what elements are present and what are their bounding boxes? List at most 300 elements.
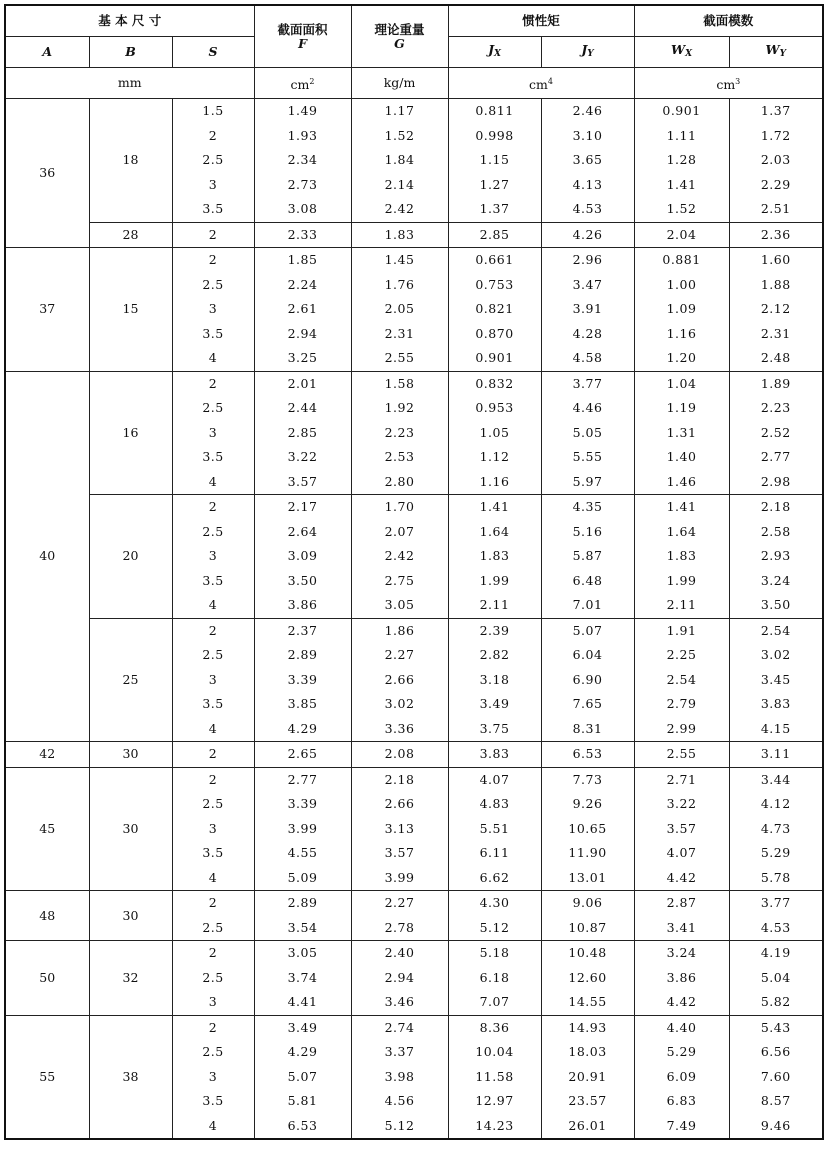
jy-cell: 7.65 — [541, 692, 634, 717]
s-cell: 2.5 — [172, 916, 254, 941]
s-cell: 3.5 — [172, 197, 254, 222]
b-cell: 30 — [89, 891, 172, 941]
wy-cell: 3.77 — [729, 891, 823, 916]
table-row — [5, 222, 823, 248]
f-cell: 6.53 — [254, 1114, 351, 1140]
wx-cell: 1.16 — [634, 322, 729, 347]
header-col-wy: $W_Y$ — [729, 37, 823, 68]
wy-cell: 1.37 — [729, 99, 823, 124]
wx-cell: 2.99 — [634, 717, 729, 742]
wx-cell: 4.07 — [634, 841, 729, 866]
jy-cell: 5.07 — [541, 618, 634, 643]
s-cell: 3 — [172, 544, 254, 569]
b-cell: 30 — [89, 767, 172, 891]
f-cell: 2.24 — [254, 273, 351, 298]
g-cell: 1.17 — [351, 99, 448, 124]
wy-cell: 9.46 — [729, 1114, 823, 1140]
f-cell: 2.94 — [254, 322, 351, 347]
jx-cell: 3.18 — [448, 668, 541, 693]
b-cell: 16 — [89, 371, 172, 495]
g-cell: 1.70 — [351, 495, 448, 520]
g-cell: 2.94 — [351, 966, 448, 991]
s-cell: 2.5 — [172, 520, 254, 545]
jy-cell: 18.03 — [541, 1040, 634, 1065]
s-cell: 2.5 — [172, 396, 254, 421]
g-cell: 2.66 — [351, 668, 448, 693]
f-cell: 2.44 — [254, 396, 351, 421]
jx-cell: 3.83 — [448, 742, 541, 768]
jx-cell: 0.661 — [448, 248, 541, 273]
f-cell: 2.65 — [254, 742, 351, 768]
wy-cell: 2.51 — [729, 197, 823, 222]
g-cell: 2.18 — [351, 767, 448, 792]
jx-cell: 11.58 — [448, 1065, 541, 1090]
jx-cell: 2.11 — [448, 593, 541, 618]
s-cell: 2.5 — [172, 792, 254, 817]
f-cell: 5.09 — [254, 866, 351, 891]
header-col-a: A — [5, 37, 89, 68]
jy-cell: 4.26 — [541, 222, 634, 248]
wx-cell: 3.57 — [634, 817, 729, 842]
wx-cell: 0.881 — [634, 248, 729, 273]
g-cell: 1.83 — [351, 222, 448, 248]
wy-cell: 2.31 — [729, 322, 823, 347]
f-cell: 5.07 — [254, 1065, 351, 1090]
f-cell: 2.85 — [254, 421, 351, 446]
wx-cell: 2.04 — [634, 222, 729, 248]
wx-cell: 1.40 — [634, 445, 729, 470]
wx-cell: 1.31 — [634, 421, 729, 446]
g-cell: 2.75 — [351, 569, 448, 594]
f-cell: 2.89 — [254, 891, 351, 916]
s-cell: 2 — [172, 742, 254, 768]
jx-cell: 3.75 — [448, 717, 541, 742]
jy-cell: 4.46 — [541, 396, 634, 421]
f-cell: 3.25 — [254, 346, 351, 371]
wy-cell: 5.29 — [729, 841, 823, 866]
s-cell: 3.5 — [172, 692, 254, 717]
f-cell: 2.33 — [254, 222, 351, 248]
jx-cell: 8.36 — [448, 1015, 541, 1040]
wx-cell: 1.09 — [634, 297, 729, 322]
g-cell: 3.36 — [351, 717, 448, 742]
g-cell: 2.08 — [351, 742, 448, 768]
f-cell: 1.49 — [254, 99, 351, 124]
wx-cell: 2.87 — [634, 891, 729, 916]
header-col-jy: $J_Y$ — [541, 37, 634, 68]
g-cell: 2.53 — [351, 445, 448, 470]
s-cell: 2.5 — [172, 148, 254, 173]
f-cell: 2.61 — [254, 297, 351, 322]
wx-cell: 1.11 — [634, 124, 729, 149]
jx-cell: 0.832 — [448, 371, 541, 396]
document-page — [4, 4, 824, 1140]
jx-cell: 1.16 — [448, 470, 541, 495]
f-cell: 3.85 — [254, 692, 351, 717]
s-cell: 3 — [172, 668, 254, 693]
s-cell: 3 — [172, 421, 254, 446]
wx-cell: 1.41 — [634, 173, 729, 198]
jx-cell: 2.39 — [448, 618, 541, 643]
wx-cell: 1.46 — [634, 470, 729, 495]
jy-cell: 8.31 — [541, 717, 634, 742]
g-cell: 3.98 — [351, 1065, 448, 1090]
g-cell: 1.58 — [351, 371, 448, 396]
wx-cell: 4.40 — [634, 1015, 729, 1040]
wx-cell: 2.55 — [634, 742, 729, 768]
header-moment-of-inertia: 惯性矩 — [448, 5, 634, 37]
wx-cell: 2.11 — [634, 593, 729, 618]
s-cell: 2 — [172, 941, 254, 966]
header-theoretical-weight: 理论重量 G — [351, 5, 448, 68]
jy-cell: 14.55 — [541, 990, 634, 1015]
g-cell: 2.42 — [351, 197, 448, 222]
g-cell: 3.13 — [351, 817, 448, 842]
wy-cell: 5.04 — [729, 966, 823, 991]
table-row — [5, 1015, 823, 1040]
g-cell: 5.12 — [351, 1114, 448, 1140]
jy-cell: 5.16 — [541, 520, 634, 545]
wx-cell: 1.04 — [634, 371, 729, 396]
b-cell: 30 — [89, 742, 172, 768]
header-section-modulus: 截面模数 — [634, 5, 823, 37]
wy-cell: 1.60 — [729, 248, 823, 273]
wy-cell: 2.93 — [729, 544, 823, 569]
g-cell: 2.07 — [351, 520, 448, 545]
jx-cell: 7.07 — [448, 990, 541, 1015]
wy-cell: 1.89 — [729, 371, 823, 396]
s-cell: 2 — [172, 371, 254, 396]
wy-cell: 4.15 — [729, 717, 823, 742]
s-cell: 3 — [172, 817, 254, 842]
f-cell: 3.99 — [254, 817, 351, 842]
jx-cell: 1.27 — [448, 173, 541, 198]
wx-cell: 5.29 — [634, 1040, 729, 1065]
s-cell: 1.5 — [172, 99, 254, 124]
jy-cell: 10.48 — [541, 941, 634, 966]
jx-cell: 1.64 — [448, 520, 541, 545]
wy-cell: 4.19 — [729, 941, 823, 966]
jx-cell: 5.12 — [448, 916, 541, 941]
jy-cell: 14.93 — [541, 1015, 634, 1040]
s-cell: 3.5 — [172, 445, 254, 470]
s-cell: 4 — [172, 346, 254, 371]
table-row — [5, 941, 823, 966]
g-cell: 2.78 — [351, 916, 448, 941]
wx-cell: 3.41 — [634, 916, 729, 941]
wx-cell: 3.86 — [634, 966, 729, 991]
wx-cell: 0.901 — [634, 99, 729, 124]
s-cell: 3.5 — [172, 569, 254, 594]
a-cell: 42 — [5, 742, 89, 768]
unit-kg-per-m: kg/m — [351, 68, 448, 99]
g-cell: 2.42 — [351, 544, 448, 569]
jx-cell: 1.37 — [448, 197, 541, 222]
s-cell: 2 — [172, 124, 254, 149]
jx-cell: 1.99 — [448, 569, 541, 594]
wx-cell: 3.24 — [634, 941, 729, 966]
wy-cell: 4.73 — [729, 817, 823, 842]
jy-cell: 6.48 — [541, 569, 634, 594]
f-cell: 4.41 — [254, 990, 351, 1015]
wx-cell: 1.28 — [634, 148, 729, 173]
wy-cell: 3.02 — [729, 643, 823, 668]
jy-cell: 7.01 — [541, 593, 634, 618]
wx-cell: 4.42 — [634, 866, 729, 891]
wx-cell: 2.54 — [634, 668, 729, 693]
jy-cell: 3.77 — [541, 371, 634, 396]
a-cell: 37 — [5, 248, 89, 372]
wx-cell: 1.99 — [634, 569, 729, 594]
b-cell: 38 — [89, 1015, 172, 1139]
jy-cell: 5.55 — [541, 445, 634, 470]
s-cell: 3.5 — [172, 1089, 254, 1114]
jx-cell: 5.18 — [448, 941, 541, 966]
header-col-s: S — [172, 37, 254, 68]
wy-cell: 2.23 — [729, 396, 823, 421]
jx-cell: 3.49 — [448, 692, 541, 717]
jx-cell: 1.83 — [448, 544, 541, 569]
header-col-b: B — [89, 37, 172, 68]
wy-cell: 4.12 — [729, 792, 823, 817]
wy-cell: 2.29 — [729, 173, 823, 198]
jy-cell: 11.90 — [541, 841, 634, 866]
s-cell: 3 — [172, 990, 254, 1015]
header-col-wx: $W_X$ — [634, 37, 729, 68]
b-cell: 28 — [89, 222, 172, 248]
header-basic-dims: 基 本 尺 寸 — [5, 5, 254, 37]
a-cell: 50 — [5, 941, 89, 1016]
header-section-area: 截面面积 F — [254, 5, 351, 68]
f-cell: 3.09 — [254, 544, 351, 569]
g-cell: 2.55 — [351, 346, 448, 371]
g-cell: 2.05 — [351, 297, 448, 322]
wy-cell: 2.12 — [729, 297, 823, 322]
jy-cell: 6.53 — [541, 742, 634, 768]
jx-cell: 0.821 — [448, 297, 541, 322]
jx-cell: 1.12 — [448, 445, 541, 470]
g-cell: 1.52 — [351, 124, 448, 149]
g-cell: 3.99 — [351, 866, 448, 891]
g-cell: 3.46 — [351, 990, 448, 1015]
a-cell: 55 — [5, 1015, 89, 1139]
s-cell: 2 — [172, 222, 254, 248]
f-cell: 3.86 — [254, 593, 351, 618]
jy-cell: 4.28 — [541, 322, 634, 347]
jy-cell: 10.65 — [541, 817, 634, 842]
jx-cell: 2.85 — [448, 222, 541, 248]
s-cell: 4 — [172, 866, 254, 891]
jy-cell: 20.91 — [541, 1065, 634, 1090]
jy-cell: 3.10 — [541, 124, 634, 149]
f-cell: 3.50 — [254, 569, 351, 594]
wy-cell: 2.98 — [729, 470, 823, 495]
g-cell: 3.05 — [351, 593, 448, 618]
f-cell: 3.39 — [254, 668, 351, 693]
jy-cell: 7.73 — [541, 767, 634, 792]
f-cell: 1.85 — [254, 248, 351, 273]
jx-cell: 5.51 — [448, 817, 541, 842]
jx-cell: 1.05 — [448, 421, 541, 446]
f-cell: 5.81 — [254, 1089, 351, 1114]
wy-cell: 5.82 — [729, 990, 823, 1015]
wy-cell: 3.44 — [729, 767, 823, 792]
wy-cell: 1.72 — [729, 124, 823, 149]
s-cell: 2 — [172, 618, 254, 643]
f-cell: 3.08 — [254, 197, 351, 222]
jy-cell: 4.35 — [541, 495, 634, 520]
wx-cell: 2.79 — [634, 692, 729, 717]
wx-cell: 1.20 — [634, 346, 729, 371]
f-cell: 2.17 — [254, 495, 351, 520]
wx-cell: 1.64 — [634, 520, 729, 545]
jy-cell: 10.87 — [541, 916, 634, 941]
wx-cell: 4.42 — [634, 990, 729, 1015]
g-cell: 2.27 — [351, 891, 448, 916]
section-properties-table — [4, 4, 824, 1140]
jx-cell: 1.15 — [448, 148, 541, 173]
s-cell: 4 — [172, 1114, 254, 1140]
s-cell: 4 — [172, 470, 254, 495]
b-cell: 25 — [89, 618, 172, 742]
s-cell: 3 — [172, 173, 254, 198]
wy-cell: 2.36 — [729, 222, 823, 248]
g-cell: 1.86 — [351, 618, 448, 643]
wy-cell: 8.57 — [729, 1089, 823, 1114]
wx-cell: 1.91 — [634, 618, 729, 643]
wy-cell: 3.50 — [729, 593, 823, 618]
f-cell: 4.29 — [254, 1040, 351, 1065]
jy-cell: 3.47 — [541, 273, 634, 298]
jy-cell: 6.90 — [541, 668, 634, 693]
wx-cell: 7.49 — [634, 1114, 729, 1140]
wy-cell: 2.52 — [729, 421, 823, 446]
wy-cell: 2.18 — [729, 495, 823, 520]
table-row — [5, 248, 823, 273]
a-cell: 48 — [5, 891, 89, 941]
s-cell: 3.5 — [172, 841, 254, 866]
jx-cell: 4.30 — [448, 891, 541, 916]
f-cell: 2.73 — [254, 173, 351, 198]
jy-cell: 4.13 — [541, 173, 634, 198]
g-cell: 2.27 — [351, 643, 448, 668]
g-cell: 4.56 — [351, 1089, 448, 1114]
a-cell: 45 — [5, 767, 89, 891]
wx-cell: 1.83 — [634, 544, 729, 569]
s-cell: 2.5 — [172, 643, 254, 668]
wy-cell: 2.58 — [729, 520, 823, 545]
jy-cell: 13.01 — [541, 866, 634, 891]
f-cell: 2.89 — [254, 643, 351, 668]
wy-cell: 7.60 — [729, 1065, 823, 1090]
jy-cell: 5.97 — [541, 470, 634, 495]
f-cell: 1.93 — [254, 124, 351, 149]
jx-cell: 1.41 — [448, 495, 541, 520]
jy-cell: 6.04 — [541, 643, 634, 668]
wx-cell: 2.71 — [634, 767, 729, 792]
unit-cm4: $cm^4$ — [448, 68, 634, 99]
jy-cell: 4.58 — [541, 346, 634, 371]
wx-cell: 3.22 — [634, 792, 729, 817]
jy-cell: 3.91 — [541, 297, 634, 322]
wx-cell: 6.83 — [634, 1089, 729, 1114]
jx-cell: 0.953 — [448, 396, 541, 421]
wx-cell: 1.19 — [634, 396, 729, 421]
g-cell: 1.92 — [351, 396, 448, 421]
table-row — [5, 99, 823, 124]
f-cell: 3.05 — [254, 941, 351, 966]
jx-cell: 0.870 — [448, 322, 541, 347]
header-col-jx: $J_X$ — [448, 37, 541, 68]
f-cell: 3.49 — [254, 1015, 351, 1040]
jy-cell: 5.87 — [541, 544, 634, 569]
s-cell: 3.5 — [172, 322, 254, 347]
b-cell: 15 — [89, 248, 172, 372]
jx-cell: 6.18 — [448, 966, 541, 991]
g-cell: 2.40 — [351, 941, 448, 966]
wy-cell: 3.45 — [729, 668, 823, 693]
s-cell: 2 — [172, 891, 254, 916]
f-cell: 2.77 — [254, 767, 351, 792]
jx-cell: 6.11 — [448, 841, 541, 866]
wx-cell: 1.52 — [634, 197, 729, 222]
jx-cell: 2.82 — [448, 643, 541, 668]
table-row — [5, 891, 823, 916]
wx-cell: 1.41 — [634, 495, 729, 520]
g-cell: 1.76 — [351, 273, 448, 298]
f-cell: 3.22 — [254, 445, 351, 470]
wy-cell: 2.03 — [729, 148, 823, 173]
f-cell: 2.01 — [254, 371, 351, 396]
g-cell: 2.14 — [351, 173, 448, 198]
wy-cell: 6.56 — [729, 1040, 823, 1065]
s-cell: 2.5 — [172, 966, 254, 991]
s-cell: 2 — [172, 1015, 254, 1040]
wy-cell: 3.83 — [729, 692, 823, 717]
wy-cell: 2.77 — [729, 445, 823, 470]
jx-cell: 4.83 — [448, 792, 541, 817]
b-cell: 18 — [89, 99, 172, 223]
s-cell: 2.5 — [172, 273, 254, 298]
s-cell: 2.5 — [172, 1040, 254, 1065]
f-cell: 4.29 — [254, 717, 351, 742]
s-cell: 4 — [172, 593, 254, 618]
a-cell: 40 — [5, 371, 89, 742]
jy-cell: 9.26 — [541, 792, 634, 817]
wx-cell: 1.00 — [634, 273, 729, 298]
jx-cell: 6.62 — [448, 866, 541, 891]
jx-cell: 0.901 — [448, 346, 541, 371]
jx-cell: 0.998 — [448, 124, 541, 149]
s-cell: 4 — [172, 717, 254, 742]
unit-mm: mm — [5, 68, 254, 99]
g-cell: 2.80 — [351, 470, 448, 495]
jy-cell: 12.60 — [541, 966, 634, 991]
f-cell: 2.64 — [254, 520, 351, 545]
jy-cell: 2.46 — [541, 99, 634, 124]
wy-cell: 2.48 — [729, 346, 823, 371]
jy-cell: 3.65 — [541, 148, 634, 173]
s-cell: 2 — [172, 495, 254, 520]
f-cell: 4.55 — [254, 841, 351, 866]
jx-cell: 12.97 — [448, 1089, 541, 1114]
jy-cell: 9.06 — [541, 891, 634, 916]
jy-cell: 4.53 — [541, 197, 634, 222]
s-cell: 3 — [172, 297, 254, 322]
f-cell: 3.39 — [254, 792, 351, 817]
g-cell: 3.02 — [351, 692, 448, 717]
g-cell: 3.57 — [351, 841, 448, 866]
